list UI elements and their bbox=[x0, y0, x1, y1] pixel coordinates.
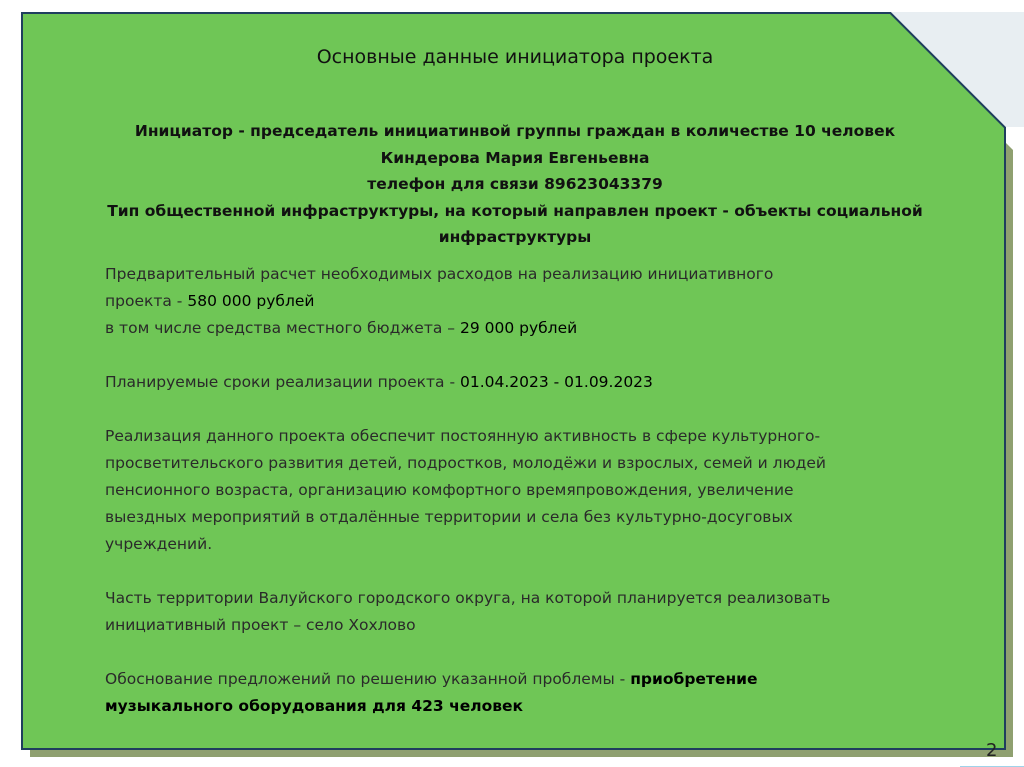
impact-line: выездных мероприятий в отдалённые территории и села без культурно-досуговых bbox=[105, 508, 793, 526]
slide-title: Основные данные инициатора проекта bbox=[316, 46, 714, 68]
initiator-name: Киндерова Мария Евгеньевна bbox=[380, 148, 650, 167]
page-number: 2 bbox=[986, 740, 998, 761]
project-details bbox=[105, 261, 975, 720]
justification-bold-2: музыкального оборудования для 423 человек bbox=[105, 697, 524, 715]
infrastructure-type: Тип общественной инфраструктуры, на который направлен проект - объекты социальной bbox=[107, 201, 923, 220]
cost-prefix: проекта - bbox=[105, 292, 188, 310]
impact-line: Реализация данного проекта обеспечит постоянную активность в сфере культурного- bbox=[105, 427, 821, 445]
justification-line-2 bbox=[105, 693, 975, 720]
impact-line: учреждений. bbox=[105, 535, 213, 553]
infrastructure-type-cont: инфраструктуры bbox=[438, 228, 592, 246]
schedule-line bbox=[105, 369, 975, 396]
initiator-block bbox=[45, 118, 985, 251]
territory-line-1: Часть территории Валуйского городского округа, на которой планируется реализовать bbox=[105, 589, 831, 607]
local-budget-line bbox=[105, 315, 975, 342]
impact-line: пенсионного возраста, организацию комфортного времяпровождения, увеличение bbox=[105, 481, 794, 499]
justification-bold-1: приобретение bbox=[630, 670, 758, 688]
justification-prefix: Обоснование предложений по решению указанной проблемы - bbox=[105, 670, 631, 688]
justification-line-1 bbox=[105, 666, 975, 693]
initiator-phone: телефон для связи 89623043379 bbox=[367, 175, 663, 193]
initiator-line: Инициатор - председатель инициатинвой группы граждан в количестве 10 человек bbox=[134, 122, 896, 140]
territory-line-2: инициативный проект – село Хохлово bbox=[105, 616, 416, 634]
impact-line: просветительского развития детей, подростков, молодёжи и взрослых, семей и людей bbox=[105, 454, 826, 472]
schedule-dates: 01.04.2023 - 01.09.2023 bbox=[459, 373, 653, 391]
local-prefix: в том числе средства местного бюджета – bbox=[105, 319, 460, 337]
cost-line-2 bbox=[105, 288, 975, 315]
local-amount: 29 000 рублей bbox=[459, 319, 578, 337]
schedule-prefix: Планируемые сроки реализации проекта - bbox=[105, 373, 460, 391]
cost-total: 580 000 рублей bbox=[187, 292, 315, 310]
cost-line-1: Предварительный расчет необходимых расходов на реализацию инициативного bbox=[105, 265, 774, 283]
